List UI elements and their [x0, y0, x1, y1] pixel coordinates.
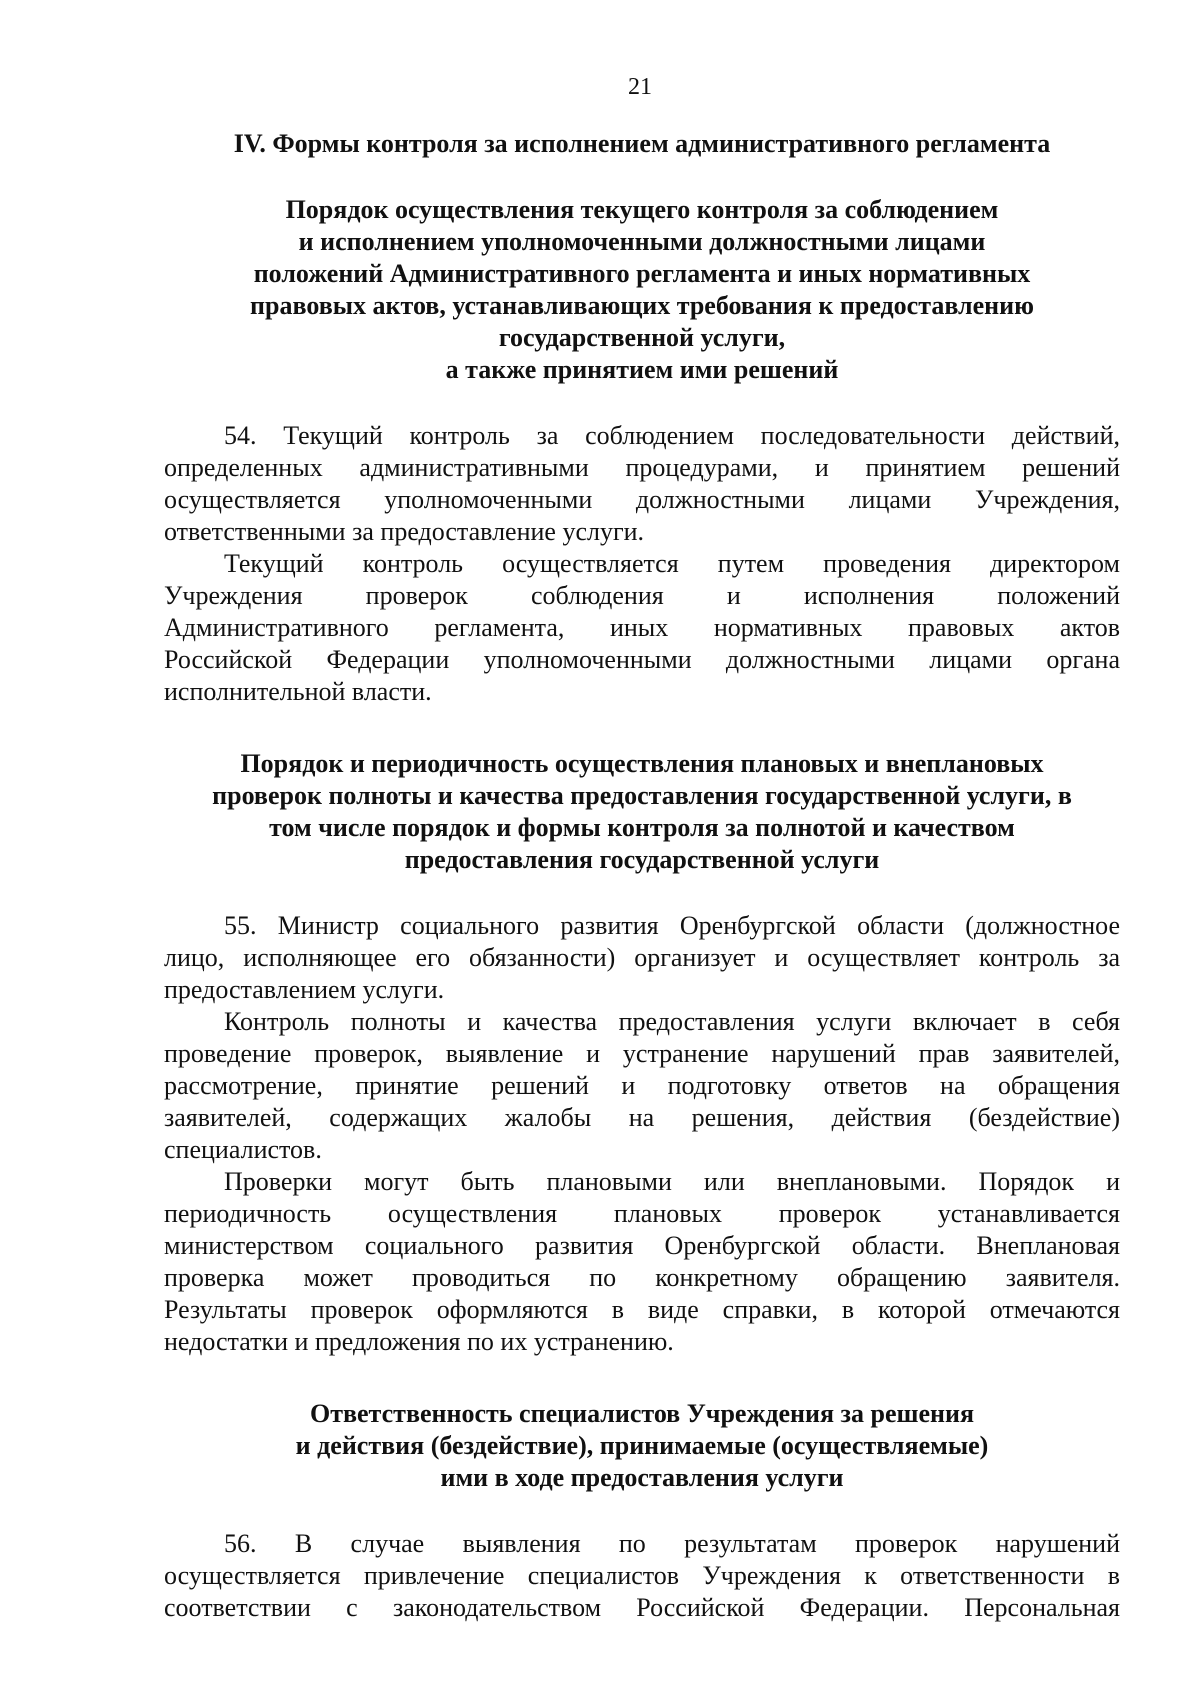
paragraph-line: ответственными за предоставление услуги.	[164, 517, 645, 546]
paragraph-line: министерством социального развития Оренбургской области. Внеплановая	[164, 1231, 1120, 1260]
heading-line: правовых актов, устанавливающих требования к предоставлению	[250, 291, 1034, 320]
paragraph-line: осуществляется привлечение специалистов Учреждения к ответственности в	[164, 1561, 1120, 1590]
paragraph-55-checks	[164, 1166, 1120, 1358]
paragraph-line: недостатки и предложения по их устранению.	[164, 1327, 674, 1356]
heading-line: и действия (бездействие), принимаемые (осуществляемые)	[295, 1431, 989, 1460]
paragraph-line: соответствии с законодательством Российской Федерации. Персональная	[164, 1593, 1120, 1622]
subsection-title-responsibility	[164, 1398, 1120, 1494]
paragraph-line: определенных административными процедурами, и принятием решений	[164, 453, 1120, 482]
section-title	[164, 128, 1120, 160]
paragraph-line: Административного регламента, иных нормативных правовых актов	[164, 613, 1120, 642]
paragraph-line: рассмотрение, принятие решений и подготовку ответов на обращения	[164, 1071, 1120, 1100]
heading-line: Порядок осуществления текущего контроля за соблюдением	[285, 195, 999, 224]
paragraph-line: предоставлением услуги.	[164, 975, 445, 1004]
paragraph-line: Контроль полноты и качества предоставления услуги включает в себя	[224, 1007, 1120, 1036]
heading-line: положений Административного регламента и иных нормативных	[253, 259, 1031, 288]
heading-line: предоставления государственной услуги	[404, 845, 880, 874]
heading-line: государственной услуги,	[498, 323, 786, 352]
section-title-line: IV. Формы контроля за исполнением административного регламента	[233, 129, 1051, 158]
paragraph-line: Проверки могут быть плановыми или внеплановыми. Порядок и	[224, 1167, 1120, 1196]
heading-line: и исполнением уполномоченными должностными лицами	[298, 227, 986, 256]
paragraph-line: исполнительной власти.	[164, 677, 432, 706]
paragraph-line: 56. В случае выявления по результатам проверок нарушений	[224, 1529, 1120, 1558]
paragraph-line: лицо, исполняющее его обязанности) организует и осуществляет контроль за	[164, 943, 1120, 972]
paragraph-line: периодичность осуществления плановых проверок устанавливается	[164, 1199, 1120, 1228]
heading-line: ими в ходе предоставления услуги	[440, 1463, 844, 1492]
paragraph-55-control	[164, 1006, 1120, 1166]
heading-line: Ответственность специалистов Учреждения за решения	[309, 1399, 975, 1428]
paragraph-line: Текущий контроль осуществляется путем проведения директором	[224, 549, 1120, 578]
paragraph-line: осуществляется уполномоченными должностными лицами Учреждения,	[164, 485, 1120, 514]
document-body	[164, 128, 1120, 1624]
paragraph-line: проверка может проводиться по конкретному обращению заявителя.	[164, 1263, 1120, 1292]
subsection-title-current-control	[164, 194, 1120, 386]
paragraph-line: 54. Текущий контроль за соблюдением последовательности действий,	[224, 421, 1120, 450]
heading-line: том числе порядок и формы контроля за полнотой и качеством	[269, 813, 1015, 842]
heading-line: проверок полноты и качества предоставления государственной услуги, в	[212, 781, 1072, 810]
paragraph-line: заявителей, содержащих жалобы на решения, действия (бездействие)	[164, 1103, 1120, 1132]
paragraph-line: проведение проверок, выявление и устранение нарушений прав заявителей,	[164, 1039, 1120, 1068]
heading-line: Порядок и периодичность осуществления плановых и внеплановых	[240, 749, 1044, 778]
paragraph-line: Учреждения проверок соблюдения и исполнения положений	[164, 581, 1120, 610]
paragraph-54-continued	[164, 548, 1120, 708]
paragraph-line: специалистов.	[164, 1135, 322, 1164]
paragraph-line: Результаты проверок оформляются в виде справки, в которой отмечаются	[164, 1295, 1120, 1324]
paragraph-55	[164, 910, 1120, 1006]
page-number: 21	[628, 74, 652, 100]
paragraph-56	[164, 1528, 1120, 1624]
subsection-title-periodic-checks	[164, 748, 1120, 876]
paragraph-54	[164, 420, 1120, 548]
paragraph-line: Российской Федерации уполномоченными должностными лицами органа	[164, 645, 1120, 674]
heading-line: а также принятием ими решений	[445, 355, 839, 384]
paragraph-line: 55. Министр социального развития Оренбургской области (должностное	[224, 911, 1120, 940]
